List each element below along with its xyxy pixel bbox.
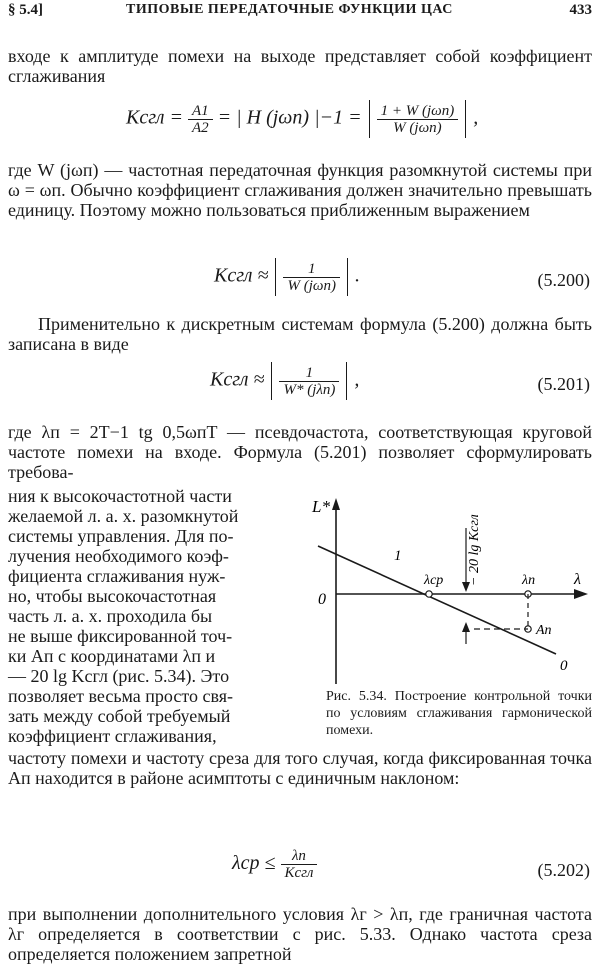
narrow-line: системы управления. Для по- xyxy=(8,526,234,546)
eq3-lhs: Kсгл ≈ xyxy=(210,368,265,391)
eq3-fraction xyxy=(279,365,339,398)
equation-5-202 xyxy=(232,848,317,881)
equation-5-201 xyxy=(210,362,359,400)
narrow-line: лучения необходимого коэф- xyxy=(8,546,229,566)
label-lambda-cr: λср xyxy=(424,573,444,588)
abs-bar-left xyxy=(369,100,370,138)
asymptote-line xyxy=(318,546,556,654)
eq2-lhs: Kсгл ≈ xyxy=(214,264,269,287)
eq2-den: W (jωп) xyxy=(287,277,336,294)
equation-number-5-200: (5.200) xyxy=(537,270,590,290)
paragraph-2: где W (jωп) — частотная передаточная функция разомкнутой системы при ω = ωп. Обычно коэффициент сглаживания должен значительно превышать единицу. Поэтому можно пользоваться приближенным выражением xyxy=(8,160,592,220)
label-line-1: 1 xyxy=(394,548,402,564)
narrow-line: фициента сглаживания нуж- xyxy=(8,566,226,586)
figure-caption: Рис. 5.34. Построение контрольной точки по условиям сглаживания гармонической помехи. xyxy=(326,689,592,738)
paragraph-6: частоту помехи и частоту среза для того случая, когда фиксированная точка Aп находится в районе асимптоты с единичным наклоном: xyxy=(8,748,592,788)
eq3-num: 1 xyxy=(279,365,339,382)
paragraph-1: входе к амплитуде помехи на выходе представляет собой коэффициент сглаживания xyxy=(8,46,592,86)
running-header xyxy=(8,0,592,24)
paragraph-3: Применительно к дискретным системам формула (5.200) должна быть записана в виде xyxy=(8,314,592,354)
equation-smoothing xyxy=(126,100,478,138)
eq2-fraction xyxy=(283,261,340,294)
abs-bar-left xyxy=(275,258,276,296)
paragraph-4: где λп = 2T−1 tg 0,5ωпT — псевдочастота, соответствующая круговой частоте помехи на входе. Формула (5.201) позволяет сформулировать требова- xyxy=(8,422,592,482)
eq1-fraction-amplitudes xyxy=(188,103,213,136)
label-lambda-p: λп xyxy=(522,573,536,588)
narrow-line: ния к высокочастотной части xyxy=(8,486,232,506)
narrow-line: желаемой л. а. х. разомкнутой xyxy=(8,506,239,526)
running-title: ТИПОВЫЕ ПЕРЕДАТОЧНЫЕ ФУНКЦИИ ЦАС xyxy=(126,2,453,17)
dimension-arrow-up xyxy=(462,622,470,632)
eq1-frac1-den: A2 xyxy=(191,119,209,136)
paragraph-7: при выполнении дополнительного условия λг > λп, где граничная частота λг определяется в соответствии с рис. 5.33. Однако частота среза определяется положением запретной xyxy=(8,904,592,964)
eq4-den: Kсгл xyxy=(284,865,314,881)
narrow-line: зать между собой требуемый xyxy=(8,706,231,726)
abs-bar-left xyxy=(271,362,272,400)
narrow-line: часть л. а. х. проходила бы xyxy=(8,606,213,626)
horizontal-axis-arrow xyxy=(574,589,588,599)
narrow-line: позволяет весьма просто свя- xyxy=(8,686,234,706)
eq3-end: , xyxy=(354,368,360,391)
label-zero-right: 0 xyxy=(560,658,568,674)
eq4-fraction xyxy=(281,848,318,881)
eq3-den: W* (jλп) xyxy=(283,381,336,398)
eq1-fraction-transfer xyxy=(377,103,459,136)
narrow-line: коэффициент сглаживания, xyxy=(8,726,217,746)
narrow-line: но, чтобы высокочастотная xyxy=(8,586,217,606)
eq1-end: , xyxy=(473,106,479,129)
abs-bar-right xyxy=(465,100,466,138)
label-a-p: Aп xyxy=(536,623,552,638)
eq1-lhs: Kсгл = xyxy=(126,106,183,129)
abs-bar-right xyxy=(346,362,347,400)
abs-bar-right xyxy=(347,258,348,296)
narrow-line: ки Aп с координатами λп и xyxy=(8,646,216,666)
eq1-frac1-num: A1 xyxy=(188,103,213,120)
figure-5-34 xyxy=(306,488,596,684)
eq4-lhs: λср ≤ xyxy=(232,852,276,875)
paragraph-5-narrow xyxy=(8,486,300,746)
crossover-point xyxy=(426,591,432,597)
label-zero-left: 0 xyxy=(318,591,326,608)
equation-5-200 xyxy=(214,258,360,296)
narrow-line: — 20 lg Kсгл (рис. 5.34). Это xyxy=(8,666,230,686)
eq4-num: λп xyxy=(281,848,318,865)
narrow-line: не выше фиксированной точ- xyxy=(8,626,233,646)
eq2-end: . xyxy=(354,264,360,287)
label-l-star: L* xyxy=(312,497,330,516)
eq2-num: 1 xyxy=(283,261,340,278)
equation-number-5-202: (5.202) xyxy=(537,860,590,880)
page-number: 433 xyxy=(569,2,592,18)
eq1-frac2-num: 1 + W (jωп) xyxy=(377,103,459,120)
label-minus-20-lg-k: − 20 lg Kсгл xyxy=(467,514,482,586)
eq1-frac2-den: W (jωп) xyxy=(393,119,442,136)
eq1-middle: = | H (jωп) |−1 = xyxy=(217,106,362,129)
section-number: § 5.4] xyxy=(8,2,43,18)
equation-number-5-201: (5.201) xyxy=(537,374,590,394)
vertical-axis-arrow xyxy=(332,498,340,510)
label-lambda-axis: λ xyxy=(574,571,581,588)
